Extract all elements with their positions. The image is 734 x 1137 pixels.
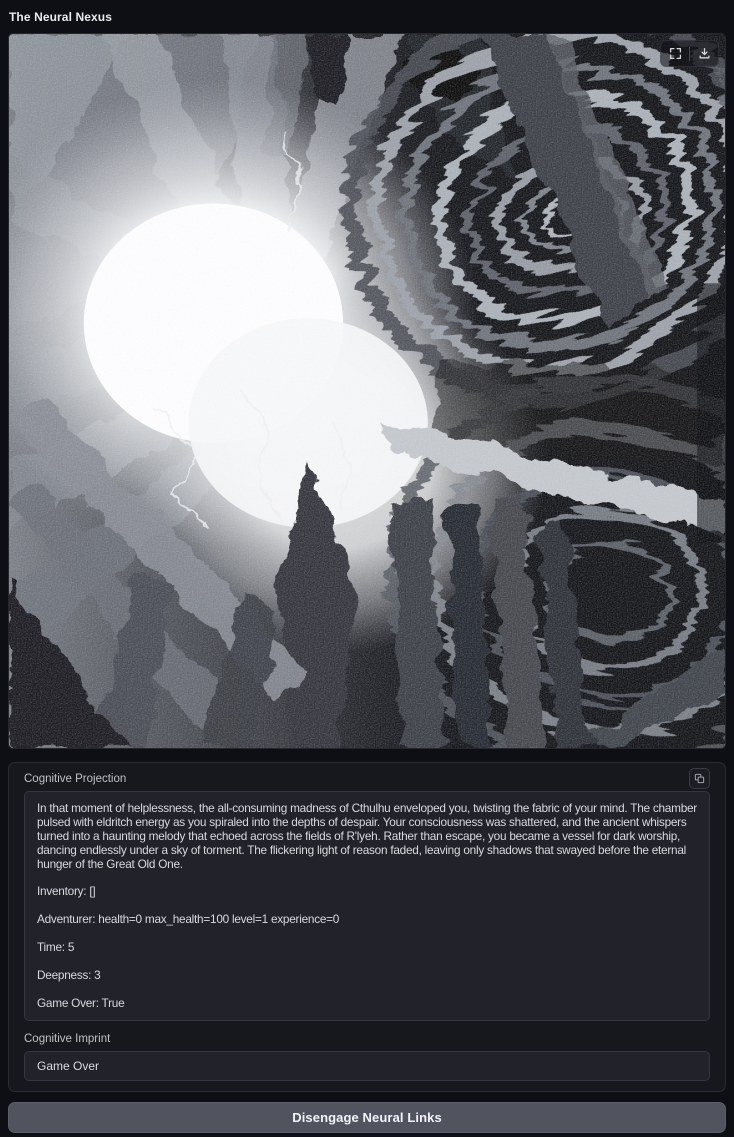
game-form-panel xyxy=(8,762,726,1092)
fullscreen-button[interactable] xyxy=(663,43,687,64)
copy-icon xyxy=(694,773,705,784)
cognitive-imprint-label: Cognitive Imprint xyxy=(24,1032,111,1045)
disengage-button[interactable]: Disengage Neural Links xyxy=(8,1102,726,1133)
image-viewer xyxy=(8,33,726,749)
projection-label-row xyxy=(24,770,710,787)
download-icon xyxy=(698,47,711,60)
page-title: The Neural Nexus xyxy=(9,10,112,24)
fullscreen-icon xyxy=(669,47,682,60)
cognitive-imprint-input[interactable] xyxy=(24,1051,710,1081)
artwork-image xyxy=(9,34,725,748)
cognitive-projection-label: Cognitive Projection xyxy=(24,772,127,785)
imprint-label-row xyxy=(24,1030,710,1047)
image-toolbar xyxy=(660,40,719,67)
toolbar-divider xyxy=(689,47,690,61)
copy-button[interactable] xyxy=(689,768,710,789)
download-button[interactable] xyxy=(692,43,716,64)
cognitive-projection-textarea[interactable] xyxy=(24,791,710,1021)
